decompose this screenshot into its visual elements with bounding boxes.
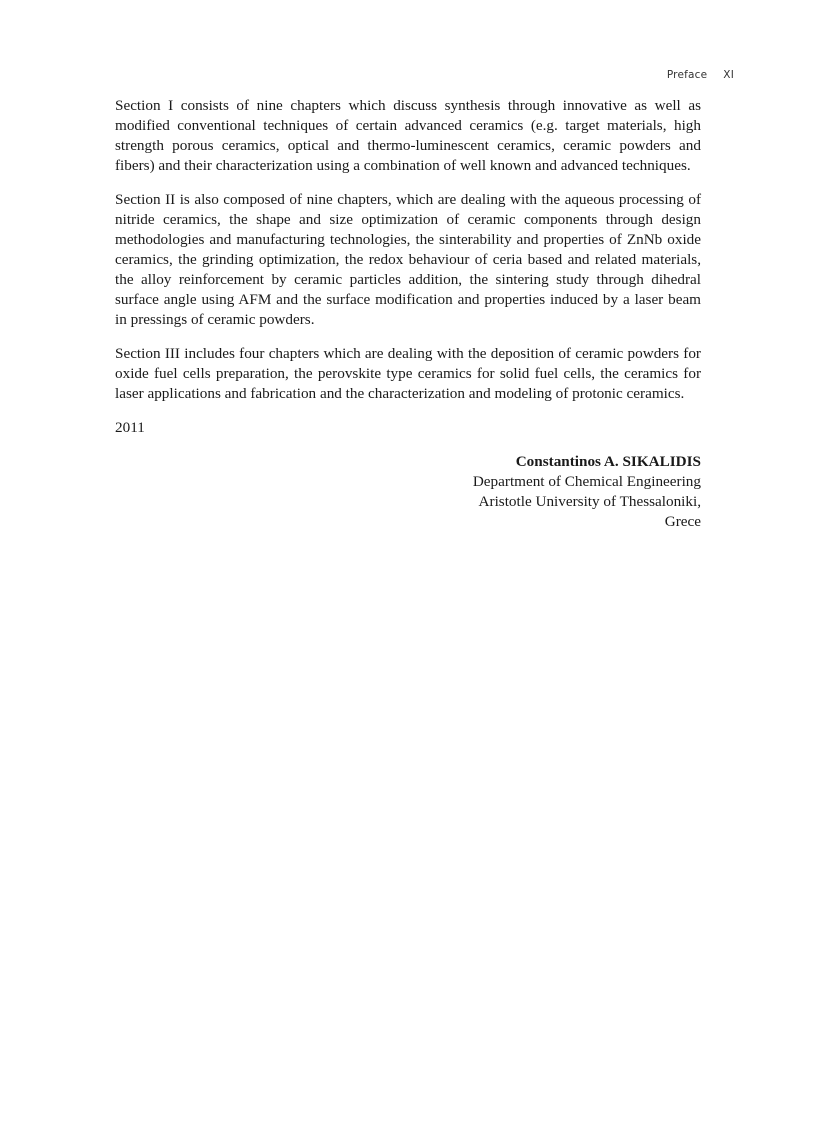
author-country: Grece <box>664 513 701 530</box>
signature-block <box>115 452 701 532</box>
preface-year: 2011 <box>115 419 145 436</box>
running-header <box>667 69 734 81</box>
header-section-label: Preface <box>666 69 708 81</box>
paragraph-section-1: Section I consists of nine chapters which discuss synthesis through innovative as well as modified conventional techniques of certain advanced ceramics (e.g. target materials, high strength porous ceramics, optical and thermo-luminescent ceramics, ceramic powders and fibers) and their characterization using a combination of well known and advanced techniques. <box>115 97 701 174</box>
page-number: XI <box>723 69 734 81</box>
author-university: Aristotle University of Thessaloniki, <box>478 493 701 510</box>
paragraph-section-2: Section II is also composed of nine chapters, which are dealing with the aqueous processing of nitride ceramics, the shape and size optimization of ceramic components through design methodologies and manufacturing technologies, the sinterability and properties of ZnNb oxide ceramics, the grinding optimization, the redox behaviour of ceria based and related materials, the alloy reinforcement by ceramic particles addition, the sintering study through dihedral surface angle using AFM and the surface modification and properties induced by a laser beam in pressings of ceramic powders. <box>115 191 701 328</box>
paragraph-section-3: Section III includes four chapters which are dealing with the deposition of ceramic powders for oxide fuel cells preparation, the perovskite type ceramics for solid fuel cells, the ceramics for laser applications and fabrication and the characterization and modeling of protonic ceramics. <box>115 345 701 402</box>
preface-body <box>115 96 701 532</box>
author-department: Department of Chemical Engineering <box>472 473 701 490</box>
author-name: Constantinos A. SIKALIDIS <box>515 453 701 470</box>
